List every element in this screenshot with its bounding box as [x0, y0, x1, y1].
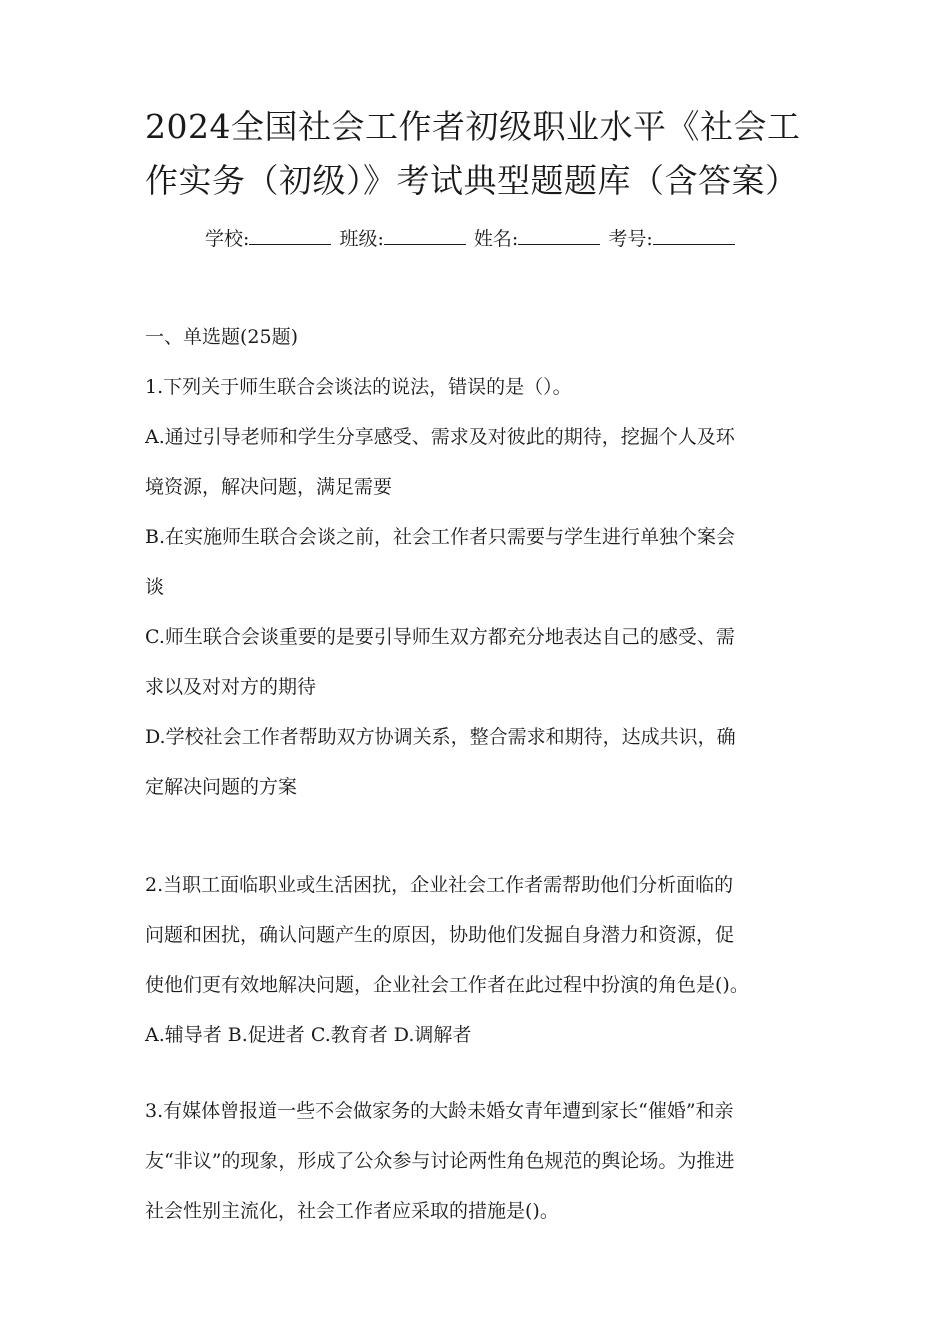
title-line-1: 2024全国社会工作者初级职业水平《社会工 [145, 107, 801, 146]
q2-stem-line2: 问题和困扰，确认问题产生的原因，协助他们发掘自身潜力和资源，促 [145, 924, 735, 946]
q1-option-d-line1: D.学校社会工作者帮助双方协调关系，整合需求和期待，达成共识，确 [145, 726, 736, 748]
q1-option-c-line2: 求以及对对方的期待 [145, 676, 317, 698]
section-title-single-choice: 一、单选题(25题) [145, 326, 299, 348]
class-blank[interactable] [384, 226, 466, 245]
q2-stem-line1: 2.当职工面临职业或生活困扰，企业社会工作者需帮助他们分析面临的 [145, 874, 734, 896]
exam-number-label: 考号: [608, 228, 653, 250]
q2-options: A.辅导者 B.促进者 C.教育者 D.调解者 [145, 1024, 472, 1046]
q1-option-b-line2: 谈 [145, 576, 165, 598]
school-label: 学校: [205, 228, 250, 250]
student-info-row [205, 224, 737, 251]
class-label: 班级: [339, 228, 384, 250]
q1-option-c-line1: C.师生联合会谈重要的是要引导师生双方都充分地表达自己的感受、需 [145, 626, 735, 648]
q1-option-a-line1: A.通过引导老师和学生分享感受、需求及对彼此的期待，挖掘个人及环 [145, 426, 735, 448]
name-blank[interactable] [518, 226, 600, 245]
q3-stem-line2: 友“非议”的现象，形成了公众参与讨论两性角色规范的舆论场。为推进 [145, 1150, 735, 1172]
q1-stem: 1.下列关于师生联合会谈法的说法，错误的是（）。 [145, 376, 572, 398]
q1-option-d-line2: 定解决问题的方案 [145, 776, 298, 798]
school-blank[interactable] [249, 226, 331, 245]
q3-stem-line1: 3.有媒体曾报道一些不会做家务的大龄未婚女青年遭到家长“催婚”和亲 [145, 1100, 734, 1122]
q1-option-b-line1: B.在实施师生联合会谈之前，社会工作者只需要与学生进行单独个案会 [145, 526, 736, 548]
q1-option-a-line2: 境资源，解决问题，满足需要 [145, 476, 393, 498]
document-title [145, 100, 825, 208]
exam-number-blank[interactable] [653, 226, 735, 245]
q2-stem-line3: 使他们更有效地解决问题，企业社会工作者在此过程中扮演的角色是()。 [145, 974, 749, 996]
title-line-2: 作实务（初级）》考试典型题题库（含答案） [145, 161, 799, 200]
name-label: 姓名: [473, 228, 519, 250]
q3-stem-line3: 社会性别主流化，社会工作者应采取的措施是()。 [145, 1200, 559, 1222]
